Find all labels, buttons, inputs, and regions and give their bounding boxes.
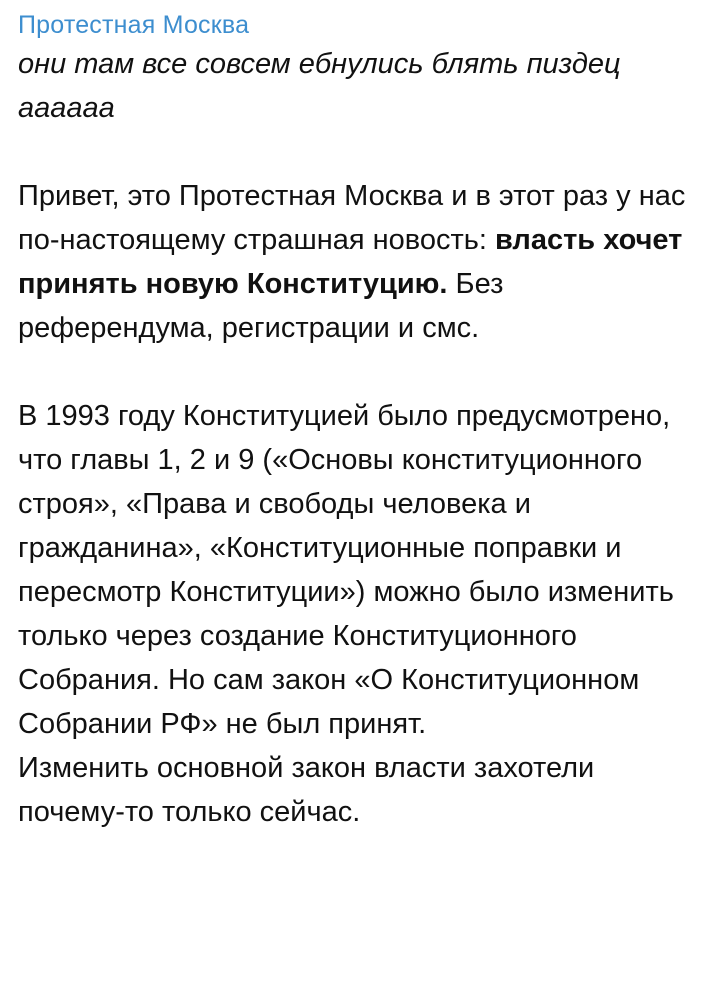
paragraph-1-intro: Привет, это Протестная Москва и в этот раз у нас по-настоящему страшная новость: — [18, 180, 686, 256]
paragraph-1-outro: Без референдума, регистрации и смс. — [18, 268, 504, 344]
post-paragraph-1 — [18, 174, 707, 350]
post-paragraph-2: В 1993 году Конституцией было предусмотрено, что главы 1, 2 и 9 («Основы конституционного строя», «Права и свободы человека и гражданина», «Конституционные поправки и пересмотр Конституции») можно было изменить только через создание Конституционного Собрания. Но сам закон «О Конституционном Собрании РФ» не был принят. — [18, 400, 674, 740]
post-paragraph-3: Изменить основной закон власти захотели почему-то только сейчас. — [18, 752, 595, 828]
paragraph-spacer — [18, 130, 707, 174]
post-quote: они там все совсем ебнулись блять пиздец аааааа — [18, 48, 621, 124]
channel-name-link[interactable]: Протестная Москва — [18, 11, 250, 39]
paragraph-1-highlight: власть хочет принять новую Конституцию. — [18, 224, 683, 300]
paragraph-spacer — [18, 350, 707, 394]
